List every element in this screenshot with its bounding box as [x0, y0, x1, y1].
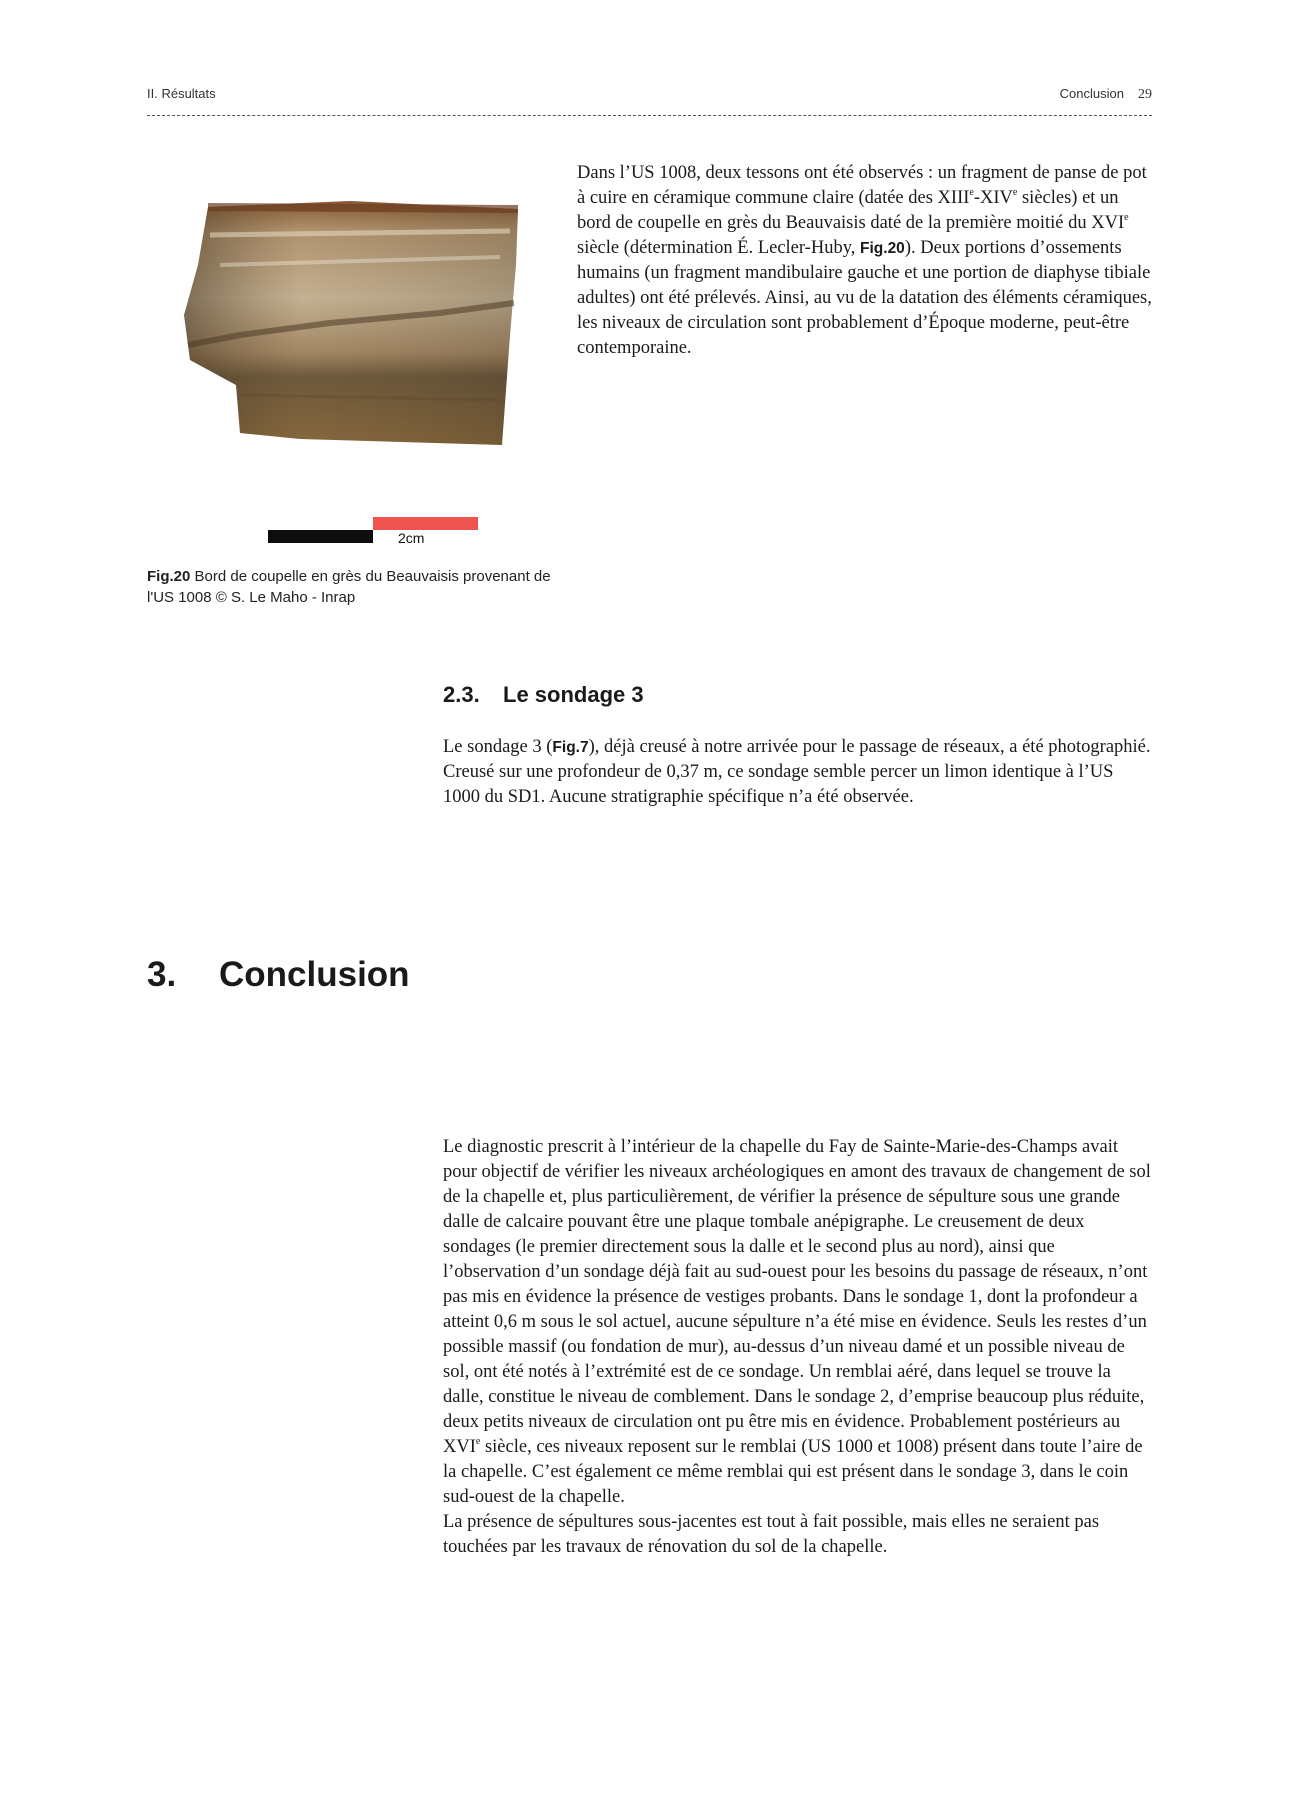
conclusion-sup-1: e: [475, 1436, 481, 1447]
sherd-photo: [180, 195, 530, 455]
conclusion-paragraph-1: [443, 1135, 1153, 1510]
running-header-chapter: [1060, 86, 1152, 103]
intro-text-2: -XIV: [973, 188, 1013, 208]
intro-text-1: Dans l’US 1008, deux tessons ont été observés : un fragment de panse de pot à cuire en céramique commune claire (datée des XIII: [577, 163, 1147, 208]
sondage-3-text-2: ), déjà creusé à notre arrivée pour le passage de réseaux, a été photographié. Creusé sur une profondeur de 0,37 m, ce sondage semble percer un limon identique à l’US 1000 du SD1. Aucune stratigraphie spécifique n’a été observée.: [443, 737, 1151, 807]
running-header-chapter-title: Conclusion: [1059, 86, 1124, 101]
intro-sup-1: e: [969, 187, 974, 198]
sondage-3-paragraph: [443, 735, 1153, 810]
scale-bar-label: 2cm: [398, 530, 425, 546]
intro-sup-2: e: [1012, 187, 1018, 198]
section-number: 2.3.: [443, 682, 480, 707]
running-header-section: II. Résultats: [147, 86, 216, 101]
header-divider: [147, 115, 1152, 116]
conclusion-text-1: Le diagnostic prescrit à l’intérieur de la chapelle du Fay de Sainte-Marie-des-Champs avait pour objectif de vérifier les niveaux archéologiques en amont des travaux de changement de sol de la chapelle et, plus particulièrement, de vérifier la présence de sépulture sous une grande dalle de calcaire pouvant être une plaque tombale anépigraphe. Le creusement de deux sondages (le premier directement sous la dalle et le second plus au nord), ainsi que l’observation d’un sondage déjà fait au sud-ouest pour les besoins du passage de réseaux, n’ont pas mis en évidence la présence de vestiges probants. Dans le sondage 1, dont la profondeur a atteint 0,6 m sous le sol actuel, aucune sépulture n’a été mise en évidence. Seuls les restes d’un possible massif (ou fondation de mur), au-dessus d’un niveau damé et un possible niveau de sol, ont été notés à l’extrémité est de ce sondage. Un remblai aéré, dans lequel se trouve la dalle, constitue le niveau de comblement. Dans le sondage 2, d’emprise beaucoup plus réduite, deux petits niveaux de circulation ont pu être mis en évidence. Probablement postérieurs au XVI: [443, 1137, 1151, 1457]
intro-text-4: siècle (détermination É. Lecler-Huby,: [577, 238, 861, 258]
section-title: Le sondage 3: [503, 682, 644, 707]
chapter-title: Conclusion: [219, 955, 410, 994]
figure-caption-text: Bord de coupelle en grès du Beauvaisis provenant de l'US 1008 © S. Le Maho - Inrap: [147, 568, 551, 606]
scale-bar-black-segment: [268, 530, 373, 543]
scale-bar-red-segment: [373, 517, 478, 530]
intro-text-3: siècles) et un bord de coupelle en grès du Beauvaisis daté de la première moitié du XVI: [577, 188, 1125, 233]
section-heading-3: [147, 955, 410, 995]
figure-caption-ref: Fig.20: [147, 568, 191, 585]
conclusion-paragraph-2: La présence de sépultures sous-jacentes est tout à fait possible, mais elles ne seraient pas touchées par les travaux de rénovation du sol de la chapelle.: [443, 1512, 1100, 1557]
intro-text-5: ). Deux portions d’ossements humains (un fragment mandibulaire gauche et une portion de diaphyse tibiale adultes) ont été prélevés. Ainsi, au vu de la datation des éléments céramiques, les niveaux de circulation sont probablement d’Époque moderne, peut-être contemporaine.: [577, 238, 1152, 358]
section-heading-2-3: [443, 682, 644, 708]
page-number: 29: [1138, 87, 1152, 102]
chapter-number: 3.: [147, 955, 177, 994]
scale-bar: [268, 517, 478, 547]
conclusion-body: [443, 1135, 1153, 1560]
sondage-3-text-1: Le sondage 3 (: [443, 737, 553, 757]
figure-reference-fig20[interactable]: Fig.20: [860, 240, 905, 257]
figure-caption: [147, 566, 567, 608]
intro-paragraph: [577, 161, 1152, 361]
figure-reference-fig7[interactable]: Fig.7: [552, 739, 589, 756]
conclusion-text-2: siècle, ces niveaux reposent sur le remblai (US 1000 et 1008) présent dans toute l’aire de la chapelle. C’est également ce même remblai qui est présent dans le sondage 3, dans le coin sud-ouest de la chapelle.: [443, 1437, 1143, 1507]
intro-sup-3: e: [1124, 212, 1129, 223]
